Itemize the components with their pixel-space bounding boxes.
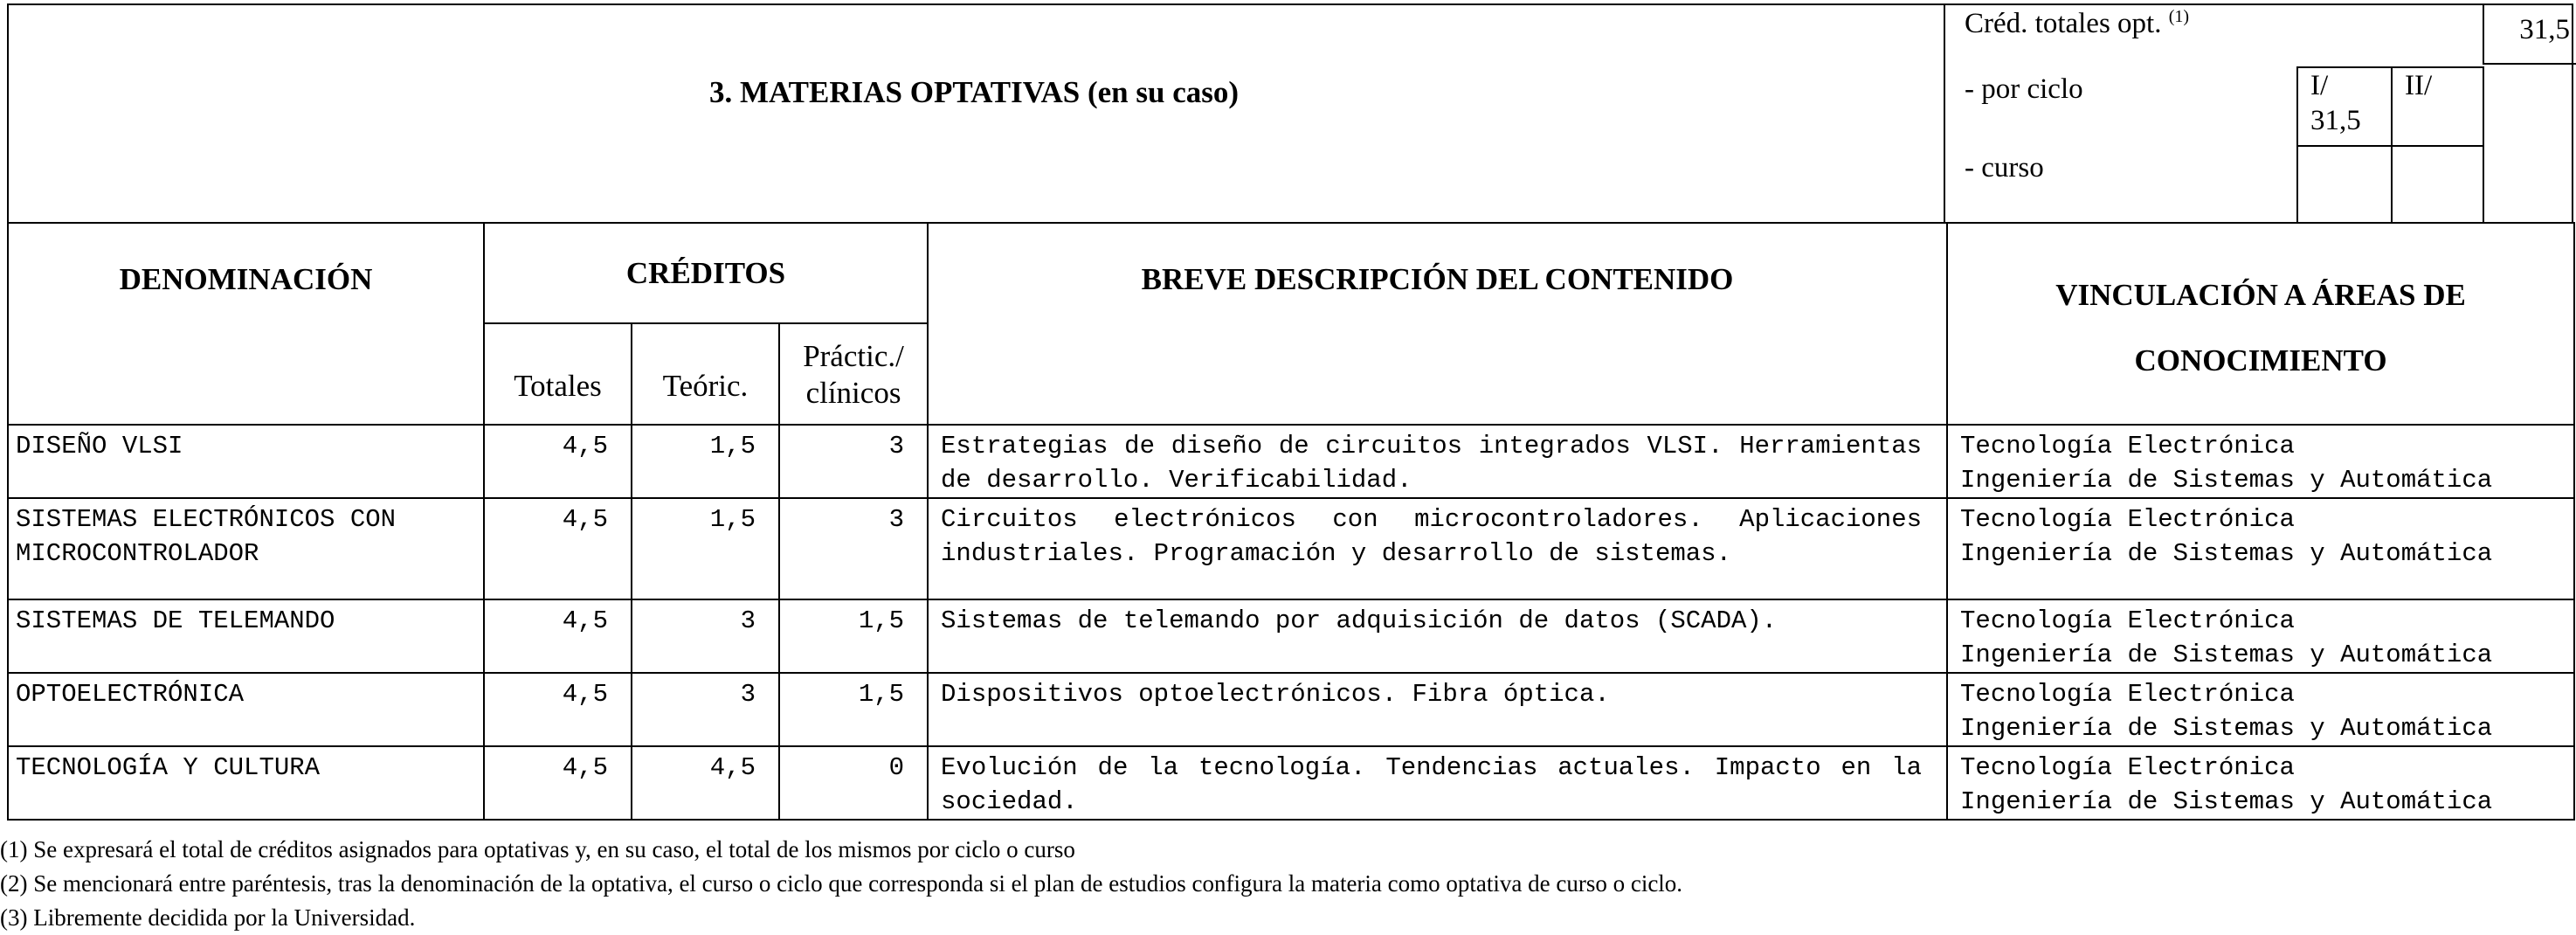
header-areas (1947, 223, 2574, 425)
row-theory: 4,5 (632, 746, 779, 820)
course-1-box (2296, 145, 2393, 222)
header-practic-line-1: Práctic./ (803, 339, 904, 373)
header-box (7, 3, 2573, 224)
page-title: 3. MATERIAS OPTATIVAS (en su caso) (708, 75, 1240, 109)
row-description: Sistemas de telemando por adquisición de datos (SCADA). (928, 599, 1947, 673)
table-row (8, 425, 2574, 498)
row-totals: 4,5 (484, 498, 632, 599)
per-cycle-label: - por ciclo (1965, 73, 2083, 105)
total-credits-label: Créd. totales opt. $^{(1)}$ (1965, 7, 2190, 39)
row-description: Dispositivos optoelectrónicos. Fibra óptica. (928, 673, 1947, 746)
row-description: Estrategias de diseño de circuitos integrados VLSI. Herramientas de desarrollo. Verificabilidad. (928, 425, 1947, 498)
header-creditos: CRÉDITOS (484, 223, 928, 323)
row-totals: 4,5 (484, 746, 632, 820)
table-header-row (8, 223, 2574, 323)
row-totals: 4,5 (484, 599, 632, 673)
row-areas: Tecnología Electrónica Ingeniería de Sistemas y Automática (1947, 673, 2574, 746)
row-description: Circuitos electrónicos con microcontroladores. Aplicaciones industriales. Programación y desarrollo de sistemas. (928, 498, 1947, 599)
row-practice: 1,5 (779, 673, 928, 746)
header-teoric: Teóric. (632, 323, 779, 425)
row-name: TECNOLOGÍA Y CULTURA (8, 746, 484, 820)
course-2-box (2391, 145, 2484, 222)
row-areas: Tecnología Electrónica Ingeniería de Sistemas y Automática (1947, 498, 2574, 599)
row-name: OPTOELECTRÓNICA (8, 673, 484, 746)
cycle-2-box (2391, 66, 2484, 147)
credits-summary (1944, 5, 2575, 222)
table-row (8, 746, 2574, 820)
header-areas-line-1: VINCULACIÓN A ÁREAS DE (2055, 278, 2466, 312)
header-areas-line-2: CONOCIMIENTO (2134, 343, 2387, 377)
row-areas: Tecnología Electrónica Ingeniería de Sistemas y Automática (1947, 746, 2574, 820)
row-theory: 1,5 (632, 498, 779, 599)
row-totals: 4,5 (484, 425, 632, 498)
row-totals: 4,5 (484, 673, 632, 746)
header-totales: Totales (484, 323, 632, 425)
table-row (8, 599, 2574, 673)
row-practice: 3 (779, 425, 928, 498)
table-row (8, 498, 2574, 599)
row-areas: Tecnología Electrónica Ingeniería de Sistemas y Automática (1947, 425, 2574, 498)
cycle-1-value: 31,5 (2310, 105, 2361, 136)
footnote: (2) Se mencionará entre paréntesis, tras la denominación de la optativa, el curso o ciclo que corresponda si el plan de estudios configura la materia como optativa de curso o ciclo. (0, 870, 1683, 897)
footnote: (3) Libremente decidida por la Universidad. (0, 904, 416, 931)
subjects-table (7, 222, 2575, 821)
row-theory: 1,5 (632, 425, 779, 498)
header-denominacion: DENOMINACIÓN (8, 223, 484, 425)
row-theory: 3 (632, 673, 779, 746)
row-name: DISEÑO VLSI (8, 425, 484, 498)
course-label: - curso (1965, 152, 2044, 184)
header-practic-line-2: clínicos (805, 376, 901, 410)
footnote: (1) Se expresará el total de créditos asignados para optativas y, en su caso, el total de los mismos por ciclo o curso (0, 836, 1075, 862)
row-practice: 3 (779, 498, 928, 599)
cycle-1-box (2296, 66, 2393, 147)
header-practic (779, 323, 928, 425)
cycle-1-label: I/ (2310, 70, 2329, 101)
row-theory: 3 (632, 599, 779, 673)
total-credits-note: (1) (2168, 7, 2190, 26)
header-descripcion: BREVE DESCRIPCIÓN DEL CONTENIDO (928, 223, 1947, 425)
row-description: Evolución de la tecnología. Tendencias actuales. Impacto en la sociedad. (928, 746, 1947, 820)
row-name: SISTEMAS DE TELEMANDO (8, 599, 484, 673)
row-areas: Tecnología Electrónica Ingeniería de Sistemas y Automática (1947, 599, 2574, 673)
footnotes (0, 833, 1682, 935)
row-name: SISTEMAS ELECTRÓNICOS CON MICROCONTROLADOR (8, 498, 484, 599)
row-practice: 0 (779, 746, 928, 820)
cycle-2-label: II/ (2405, 70, 2433, 101)
table-row (8, 673, 2574, 746)
total-credits-value: 31,5 (2483, 5, 2576, 65)
row-practice: 1,5 (779, 599, 928, 673)
